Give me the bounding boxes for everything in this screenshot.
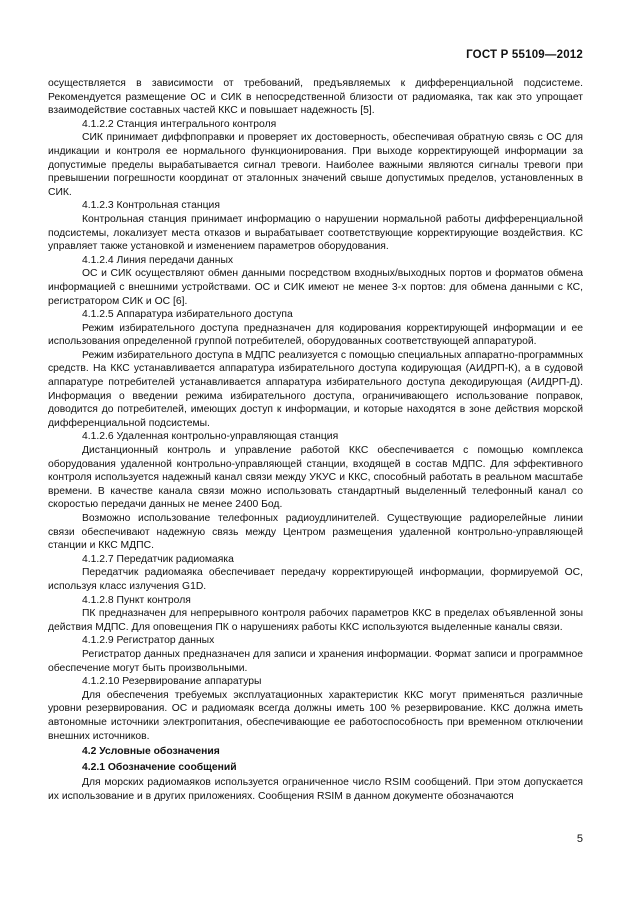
paragraph: ОС и СИК осуществляют обмен данными посредством входных/выходных портов и форматов обмена информацией с внешними устройствами. ОС и СИК имеют не менее 3-х портов: для обмена данными с КС, регистратором СИК и ОС [6]. [48, 268, 583, 307]
section-heading: 4.1.2.3 Контрольная станция [82, 200, 220, 212]
paragraph: Регистратор данных предназначен для записи и хранения информации. Формат записи и программное обеспечение могут быть произвольными. [48, 648, 583, 674]
paragraph: Возможно использование телефонных радиоудлинителей. Существующие радиорелейные линии связи обеспечивают надежную связь между Центром размещения удаленной контрольно-управляющей станции и ККС МДПС. [48, 513, 583, 552]
paragraph: Режим избирательного доступа предназначен для кодирования корректирующей информации и ее использования определенной группой потребителей, оборудованных соответствующей аппаратурой. [48, 322, 583, 348]
bold-heading: 4.2.1 Обозначение сообщений [82, 761, 237, 773]
paragraph: Режим избирательного доступа в МДПС реализуется с помощью специальных аппаратно-программных средств. На ККС устанавливается аппаратура избирательного доступа кодирующая (АИДРП-К), а в судовой аппаратуре потребителей устанавливается аппаратура избирательного доступа декодирующая (АИДРП-Д). Информация о введении режима избирательного доступа, ограничивающего использование поправок, доводится до потребителей, имеющих доступ к информации, и которые находятся в зоне действия морской дифференциальной подсистемы. [48, 349, 583, 429]
paragraph: Передатчик радиомаяка обеспечивает передачу корректирующей информации, формируемой ОС, используя класс излучения G1D. [48, 567, 583, 592]
paragraph: осуществляется в зависимости от требований, предъявляемых к дифференциальной подсистеме. Рекомендуется размещение ОС и СИК в непосредственной близости от радиомаяка, так как это упрощает взаимодействие составных частей ККС и повышает надежность [5]. [48, 78, 583, 117]
section-heading: 4.1.2.7 Передатчик радиомаяка [82, 553, 234, 565]
section-heading: 4.1.2.2 Станция интегрального контроля [82, 118, 277, 130]
section-heading: 4.1.2.8 Пункт контроля [82, 594, 191, 606]
paragraph: Для обеспечения требуемых эксплуатационных характеристик ККС могут применяться различные уровни резервирования. ОС и радиомаяк всегда должны иметь 100 % резервирование. ККС должна иметь автономные источники электропитания, обеспечивающие ее работоспособность при временном отключении внешних источников. [48, 689, 583, 742]
paragraph: Контрольная станция принимает информацию о нарушении нормальной работы дифференциальной подсистемы, локализует места отказов и вырабатывает соответствующие корректирующие воздействия. КС управляет также установкой и изменением параметров оборудования. [48, 213, 583, 253]
section-heading: 4.1.2.6 Удаленная контрольно-управляющая станция [82, 431, 339, 443]
paragraph: СИК принимает диффпоправки и проверяет их достоверность, обеспечивая обратную связь с ОС для индикации и контроля ее нормального функционирования. При выходе корректирующей информации за допустимые пределы вырабатывается сигнал тревоги. Наиболее важными являются сигналы тревоги при превышении погрешности координат от эталонных значений свыше допустимых пределов, установленных в СИК. [48, 132, 583, 198]
page-number: 5 [576, 833, 583, 845]
page-body [48, 77, 583, 803]
section-heading: 4.1.2.9 Регистратор данных [82, 635, 215, 647]
section-heading: 4.1.2.10 Резервирование аппаратуры [82, 676, 262, 688]
bold-heading: 4.2 Условные обозначения [82, 746, 220, 758]
standard-header: ГОСТ Р 55109—2012 [466, 49, 583, 61]
section-heading: 4.1.2.4 Линия передачи данных [82, 254, 234, 266]
paragraph: Дистанционный контроль и управление работой ККС обеспечивается с помощью комплекса оборудования удаленной контрольно-управляющей станции, входящей в состав МДПС. Для эффективного контроля используется надежный канал связи между УКУС и ККС, способный работать в реальном масштабе времени. В качестве канала связи можно использовать стандартный выделенный телефонный канал со скоростью передачи данных не менее 2400 Бод. [48, 445, 583, 511]
paragraph: Для морских радиомаяков используется ограниченное число RSIM сообщений. При этом допускается их использование и в других приложениях. Сообщения RSIM в данном документе обозначаются [48, 777, 583, 802]
paragraph: ПК предназначен для непрерывного контроля рабочих параметров ККС в пределах объявленной зоны действия МДПС. Для оповещения ПК о нарушениях работы ККС используются выделенные каналы связи. [48, 608, 583, 633]
section-heading: 4.1.2.5 Аппаратура избирательного доступа [82, 309, 293, 321]
